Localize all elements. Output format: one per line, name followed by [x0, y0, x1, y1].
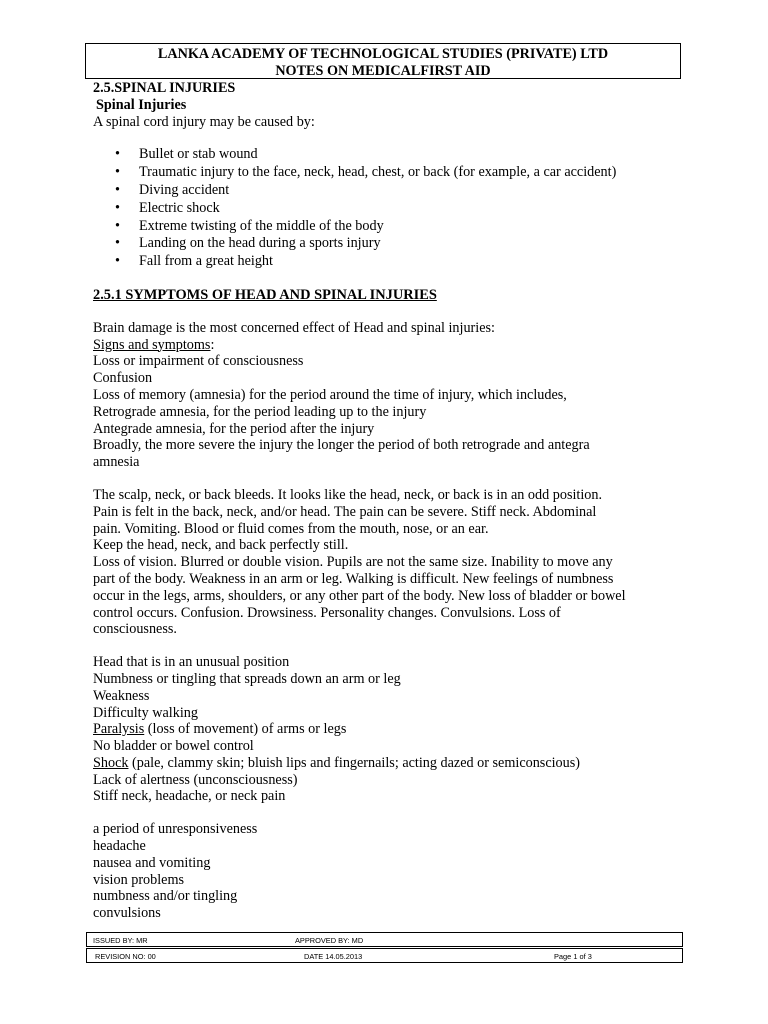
paralysis-link-text: Paralysis	[93, 721, 145, 738]
list-item-text: Fall from a great height	[139, 253, 273, 270]
section-intro: A spinal cord injury may be caused by:	[93, 113, 315, 130]
paragraph-line: amnesia	[93, 454, 140, 471]
list-item-text: Diving accident	[139, 181, 230, 198]
symptoms-paragraph-1	[93, 320, 693, 471]
paragraph-line: Pain is felt in the back, neck, and/or head. The pain can be severe. Stiff neck. Abdominal	[93, 503, 597, 520]
paragraph-line: convulsions	[93, 905, 161, 922]
list-item	[93, 235, 693, 253]
approved-by: APPROVED BY: MD	[295, 936, 364, 945]
paragraph-line: Difficulty walking	[93, 704, 198, 721]
paragraph-line: consciousness.	[93, 621, 177, 638]
page-number: Page 1 of 3	[554, 952, 592, 961]
paragraph-line: The scalp, neck, or back bleeds. It looks like the head, neck, or back is in an odd position.	[93, 486, 603, 503]
revision-number: REVISION NO: 00	[95, 952, 156, 961]
paragraph-line: Lack of alertness (unconsciousness)	[93, 771, 298, 788]
bullet-icon: •	[115, 164, 120, 181]
header-notes-title: NOTES ON MEDICALFIRST AID	[275, 62, 491, 79]
footer-row-revision	[86, 948, 683, 963]
bullet-icon: •	[115, 217, 120, 234]
paragraph-line: Loss of memory (amnesia) for the period around the time of injury, which includes,	[93, 386, 567, 403]
paragraph-line: Weakness	[93, 687, 150, 704]
symptoms-heading: 2.5.1 SYMPTOMS OF HEAD AND SPINAL INJURIES	[93, 286, 437, 303]
list-item	[93, 182, 693, 200]
paragraph-line: occur in the legs, arms, shoulders, or any other part of the body. New loss of bladder or bowel	[93, 587, 626, 604]
symptoms-paragraph-2	[93, 487, 693, 638]
paralysis-line	[93, 721, 693, 738]
paragraph-line: Broadly, the more severe the injury the longer the period of both retrograde and antegra	[93, 437, 590, 454]
paragraph-line: Loss of vision. Blurred or double vision. Pupils are not the same size. Inability to move any	[93, 554, 613, 571]
bullet-icon: •	[115, 146, 120, 163]
paragraph-line: Antegrade amnesia, for the period after the injury	[93, 420, 375, 437]
list-item-text: Bullet or stab wound	[139, 146, 258, 163]
list-item	[93, 164, 693, 182]
list-item-text: Extreme twisting of the middle of the body	[139, 217, 384, 234]
issued-by: ISSUED BY: MR	[93, 936, 148, 945]
shock-description: (pale, clammy skin; bluish lips and fingernails; acting dazed or semiconscious)	[128, 754, 580, 771]
paragraph-line: Keep the head, neck, and back perfectly still.	[93, 537, 349, 554]
footer-row-issue	[86, 932, 683, 947]
paragraph-line: Numbness or tingling that spreads down an arm or leg	[93, 670, 401, 687]
section-subtitle: Spinal Injuries	[96, 96, 187, 113]
signs-label: Signs and symptoms	[93, 336, 211, 353]
bullet-icon: •	[115, 199, 120, 216]
paragraph-line: nausea and vomiting	[93, 854, 211, 871]
signs-colon: :	[210, 336, 215, 353]
list-item	[93, 200, 693, 218]
list-item	[93, 218, 693, 236]
paragraph-line: Confusion	[93, 370, 153, 387]
paragraph-line: a period of unresponsiveness	[93, 821, 258, 838]
paragraph-line: headache	[93, 838, 146, 855]
signs-label-line	[93, 337, 693, 354]
section-title: 2.5.SPINAL INJURIES	[93, 80, 236, 96]
list-item-text: Landing on the head during a sports injury	[139, 235, 381, 252]
bullet-icon: •	[115, 181, 120, 198]
symptoms-paragraph-4	[93, 821, 693, 922]
document-footer	[86, 932, 683, 964]
paragraph-line: part of the body. Weakness in an arm or leg. Walking is difficult. New feelings of numbness	[93, 570, 614, 587]
paragraph-line: control occurs. Confusion. Drowsiness. Personality changes. Convulsions. Loss of	[93, 604, 561, 621]
revision-date: DATE 14.05.2013	[304, 952, 363, 961]
list-item	[93, 146, 693, 164]
document-body	[93, 80, 693, 922]
list-item-text: Electric shock	[139, 199, 220, 216]
paragraph-line: No bladder or bowel control	[93, 738, 254, 755]
bullet-icon: •	[115, 235, 120, 252]
paragraph-line: numbness and/or tingling	[93, 888, 238, 905]
bullet-icon: •	[115, 253, 120, 270]
header-institution: LANKA ACADEMY OF TECHNOLOGICAL STUDIES (PRIVATE) LTD	[157, 46, 609, 62]
paragraph-line: vision problems	[93, 871, 185, 888]
symptoms-paragraph-3	[93, 654, 693, 805]
causes-list	[93, 146, 693, 271]
shock-link-text: Shock	[93, 754, 129, 771]
paralysis-description: (loss of movement) of arms or legs	[144, 721, 347, 738]
paragraph-line: Head that is in an unusual position	[93, 654, 290, 671]
shock-line	[93, 755, 693, 772]
document-header	[85, 43, 681, 79]
paragraph-line: Stiff neck, headache, or neck pain	[93, 788, 286, 805]
list-item-text: Traumatic injury to the face, neck, head, chest, or back (for example, a car accident)	[139, 164, 617, 181]
paragraph-line: Brain damage is the most concerned effect of Head and spinal injuries:	[93, 319, 495, 336]
list-item	[93, 253, 693, 271]
paragraph-line: Loss or impairment of consciousness	[93, 353, 304, 370]
paragraph-line: pain. Vomiting. Blood or fluid comes from the mouth, nose, or an ear.	[93, 520, 489, 537]
paragraph-line: Retrograde amnesia, for the period leading up to the injury	[93, 403, 427, 420]
